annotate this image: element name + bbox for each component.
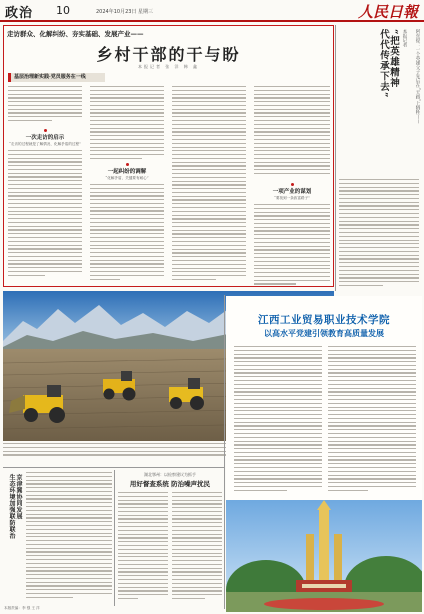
- text-column: [90, 86, 164, 162]
- section-name: 政治: [5, 6, 34, 21]
- text-column: [328, 346, 416, 493]
- text-column: [339, 179, 419, 289]
- bullet-dot-icon: [291, 183, 294, 186]
- brief-story: [116, 470, 224, 610]
- bullet-dot-icon: [44, 129, 47, 132]
- column-divider: [224, 295, 225, 609]
- sub-heading: 一次走访的启示: [8, 129, 82, 141]
- sidebar-title: “把英雄精神 代代传承下去”: [378, 29, 399, 99]
- masthead: [0, 0, 424, 22]
- paper-logo: 人民日報: [357, 3, 418, 21]
- brief-headline: 京津冀协同发展 生态环境加强联防联治: [8, 474, 22, 539]
- column-divider: [114, 470, 115, 606]
- ad-subtitle: 以高水平党建引领教育高质量发展: [264, 329, 384, 338]
- lead-kicker: 走访群众、化解纠纷、夯实基础、发展产业——: [7, 30, 144, 38]
- lead-byline: 本报记者 张 洋 韩 鑫: [137, 64, 200, 69]
- sidebar-story: [337, 25, 421, 293]
- publication-date: 2024年10月23日 星期三: [96, 9, 154, 15]
- column-divider: [335, 25, 336, 291]
- sidebar-headline: [337, 29, 407, 179]
- page-number: 10: [56, 4, 70, 17]
- lead-article: [3, 25, 334, 287]
- text-column: [234, 346, 322, 493]
- ad-title: 江西工业贸易职业技术学院: [258, 314, 390, 326]
- text-column: [172, 492, 222, 602]
- lead-deck: 基层治理新实践·党员服务在一线: [8, 73, 105, 82]
- sidebar-kicker: 阿东提：一个英雄父子先后在“天路”上牺牲——: [415, 29, 420, 124]
- text-column: [8, 150, 82, 279]
- sub-heading: 一起纠纷的调解: [90, 163, 164, 175]
- school-advertisement: [226, 296, 422, 612]
- brief-headline: 用好督查系统 防治噪声扰民: [129, 480, 211, 488]
- sidebar-byline: 本报记者: [402, 29, 407, 47]
- text-column: [172, 86, 246, 283]
- section-divider: [3, 467, 224, 468]
- text-column: [26, 472, 112, 601]
- text-column: [90, 184, 164, 282]
- sub-heading: 一项产业的谋划: [254, 183, 330, 195]
- brief-kicker: 湖北鄂州：以检察建议为抓手: [144, 472, 196, 477]
- text-column: [254, 86, 330, 177]
- sub-quote: “化解矛盾，关键要有耐心”: [105, 176, 149, 180]
- sub-quote: “要找到一条致富路子”: [273, 196, 311, 200]
- monument-photo: [226, 500, 422, 612]
- text-column: [254, 204, 330, 287]
- brief-vertical-story: [3, 470, 23, 608]
- bullet-dot-icon: [126, 163, 129, 166]
- text-column: [8, 86, 82, 124]
- text-column: [118, 492, 168, 602]
- page-editor-credit: 本版责编：李 强 王 洋: [4, 606, 40, 610]
- sub-quote: “走访的过程就是了解情况、化解矛盾的过程”: [9, 142, 81, 146]
- lead-headline: 乡村干部的干与盼: [96, 45, 241, 64]
